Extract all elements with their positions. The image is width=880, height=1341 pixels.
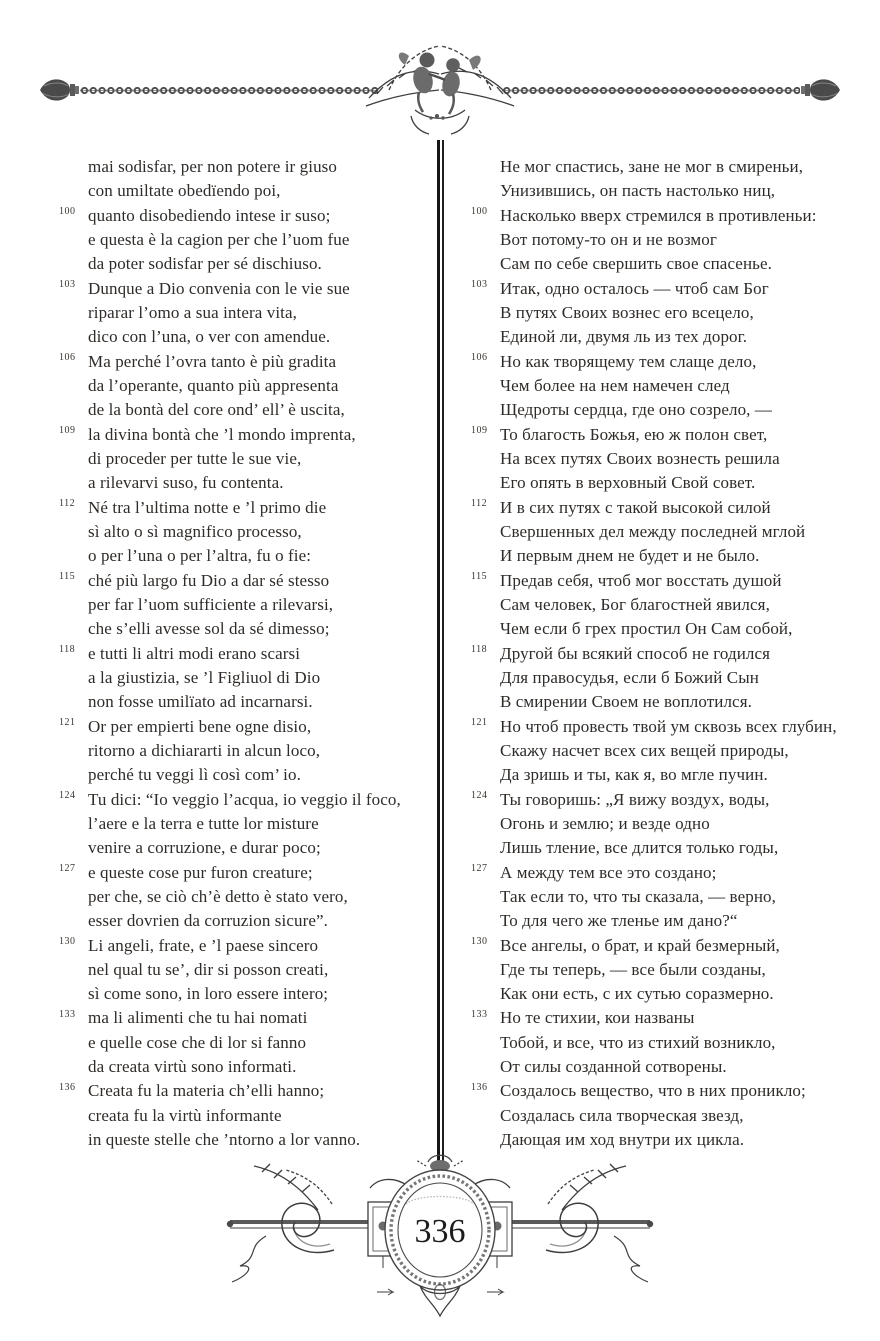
verse-line-text: ché più largo fu Dio a dar sé stesso xyxy=(88,570,330,590)
verse-line-text: Не мог спастись, зане не мог в смиреньи, xyxy=(500,157,804,176)
verse-line xyxy=(88,471,436,495)
verse-line-text: dico con l’una, o ver con amendue. xyxy=(88,327,331,347)
verse-line-number: 103 xyxy=(471,279,488,291)
verse-line xyxy=(88,1031,436,1055)
verse-line xyxy=(500,1031,870,1055)
verse-line xyxy=(500,471,870,495)
verse-column-italian xyxy=(59,155,436,1152)
acorn-finial-left-icon xyxy=(38,76,80,104)
verse-column-russian xyxy=(471,155,870,1152)
verse-line xyxy=(471,496,870,520)
verse-line xyxy=(88,982,436,1006)
putti-ornament-icon xyxy=(363,34,517,156)
verse-line-text: mai sodisfar, per non potere ir giuso xyxy=(88,157,337,176)
verse-line xyxy=(59,715,436,739)
verse-line-text: На всех путях Своих вознесть решила xyxy=(500,448,780,468)
verse-line xyxy=(88,1055,436,1079)
verse-line-number: 130 xyxy=(471,936,488,947)
verse-line xyxy=(500,909,870,933)
verse-line xyxy=(471,204,870,228)
verse-line-text: Все ангелы, о брат, и край безмерный, xyxy=(500,935,780,955)
verse-line xyxy=(500,520,870,544)
verse-line xyxy=(88,739,436,763)
verse-line-text: esser dovrien da corruzion sicure”. xyxy=(88,911,328,931)
verse-line-text: di proceder per tutte le sue vie, xyxy=(88,448,302,468)
verse-line-text: И первым днем не будет и не было. xyxy=(500,546,760,566)
verse-line-text: Лишь тление, все длится только годы, xyxy=(500,838,779,858)
verse-line xyxy=(471,1079,870,1103)
verse-line-number: 127 xyxy=(471,863,488,875)
verse-line xyxy=(471,1006,870,1030)
verse-line-number: 127 xyxy=(59,863,76,875)
verse-line-text: Сам человек, Бог благостней явился, xyxy=(500,594,770,614)
verse-line-number: 115 xyxy=(59,571,76,583)
verse-line xyxy=(500,252,870,276)
verse-line-number: 133 xyxy=(471,1008,488,1020)
verse-line xyxy=(88,228,436,252)
verse-line xyxy=(500,228,870,252)
verse-line-text: Скажу насчет всех сих вещей природы, xyxy=(500,740,789,760)
verse-line-number: 124 xyxy=(471,790,488,802)
verse-line xyxy=(88,836,436,860)
verse-line-text: de la bontà del core ond’ ell’ è uscita, xyxy=(88,400,345,420)
verse-line-text: Его опять в верховный Свой совет. xyxy=(500,473,756,493)
verse-line-text: А между тем все это создано; xyxy=(500,862,717,882)
verse-line-text: e quelle cose che di lor si fanno xyxy=(88,1032,307,1052)
verse-line xyxy=(88,252,436,276)
verse-line-text: Ma perché l’ovra tanto è più gradita xyxy=(88,351,337,371)
verse-line xyxy=(59,423,436,447)
verse-line-text: e questa è la cagion per che l’uom fue xyxy=(88,229,350,249)
verse-line xyxy=(88,325,436,349)
verse-line xyxy=(59,788,436,812)
verse-line xyxy=(88,666,436,690)
verse-line xyxy=(500,398,870,422)
verse-line-text: В путях Своих вознес его всецело, xyxy=(500,302,754,322)
verse-line-text: Для правосудья, если б Божий Сын xyxy=(500,667,759,687)
verse-line xyxy=(88,690,436,714)
verse-line xyxy=(500,447,870,471)
verse-line xyxy=(88,909,436,933)
acorn-finial-right-icon xyxy=(800,76,842,104)
verse-line xyxy=(88,179,436,203)
verse-line xyxy=(88,447,436,471)
verse-line xyxy=(59,1006,436,1030)
verse-line xyxy=(88,544,436,568)
verse-line xyxy=(500,179,870,203)
verse-line-text: Свершенных дел между последней мглой xyxy=(500,521,806,541)
verse-line-number: 133 xyxy=(59,1008,76,1020)
verse-line xyxy=(471,350,870,374)
verse-line-text: Огонь и землю; и везде одно xyxy=(500,813,710,833)
verse-line xyxy=(59,934,436,958)
verse-line-text: Tu dici: “Io veggio l’acqua, io veggio il foco, xyxy=(88,789,401,809)
verse-line-text: e queste cose pur furon creature; xyxy=(88,862,313,882)
verse-line-text: a rilevarvi suso, fu contenta. xyxy=(88,473,284,493)
verse-line-number: 136 xyxy=(471,1081,488,1093)
verse-line-text: Так если то, что ты сказала, — верно, xyxy=(500,886,776,906)
verse-line xyxy=(59,861,436,885)
verse-line-text: non fosse umilïato ad incarnarsi. xyxy=(88,692,313,712)
verse-line-text: e tutti li altri modi erano scarsi xyxy=(88,643,301,663)
verse-line-text: То для чего же тленье им дано?“ xyxy=(500,911,738,931)
verse-line-text: Единой ли, двумя ль из тех дорог. xyxy=(500,327,748,347)
verse-line xyxy=(88,155,436,179)
footer-cartouche-icon xyxy=(222,1150,658,1322)
verse-line-text: Создалась сила творческая звезд, xyxy=(500,1105,744,1125)
verse-line-text: Creata fu la materia ch’elli hanno; xyxy=(88,1081,325,1101)
verse-line-text: nel qual tu se’, dir si posson creati, xyxy=(88,959,329,979)
verse-line xyxy=(500,1128,870,1152)
verse-line xyxy=(88,958,436,982)
verse-line xyxy=(88,520,436,544)
verse-line-text: То благость Божья, ею ж полон свет, xyxy=(500,424,768,444)
verse-line-number: 115 xyxy=(471,571,488,583)
verse-line-text: a la giustizia, se ’l Figliuol di Dio xyxy=(88,667,321,687)
verse-line-number: 112 xyxy=(59,498,76,510)
verse-line-text: Другой бы всякий способ не годился xyxy=(500,643,771,663)
verse-line xyxy=(88,398,436,422)
verse-line-number: 100 xyxy=(59,206,76,218)
verse-line xyxy=(500,544,870,568)
verse-line-text: riparar l’omo a sua intera vita, xyxy=(88,302,298,322)
verse-line-text: Предав себя, чтоб мог восстать душой xyxy=(500,570,782,590)
verse-line-text: ma li alimenti che tu hai nomati xyxy=(88,1008,308,1028)
verse-line xyxy=(88,763,436,787)
verse-line xyxy=(59,350,436,374)
verse-line xyxy=(59,204,436,228)
verse-line-text: da creata virtù sono informati. xyxy=(88,1057,297,1077)
verse-line xyxy=(500,374,870,398)
verse-line-text: Дающая им ход внутри их цикла. xyxy=(500,1130,745,1150)
verse-line xyxy=(500,301,870,325)
verse-line-text: Щедроты сердца, где оно созрело, — xyxy=(500,400,772,420)
verse-line-text: Как они есть, с их сутью соразмерно. xyxy=(500,984,774,1004)
verse-line-number: 118 xyxy=(471,644,488,656)
verse-line xyxy=(471,934,870,958)
verse-line xyxy=(500,958,870,982)
verse-line-text: quanto disobediendo intese ir suso; xyxy=(88,205,331,225)
verse-line-number: 109 xyxy=(59,425,76,437)
verse-line-text: Вот потому-то он и не возмог xyxy=(500,229,717,249)
verse-line xyxy=(59,496,436,520)
verse-line-number: 109 xyxy=(471,425,488,437)
verse-line xyxy=(500,593,870,617)
verse-line-text: la divina bontà che ’l mondo imprenta, xyxy=(88,424,356,444)
verse-line-text: venire a corruzione, e durar poco; xyxy=(88,838,321,858)
verse-line xyxy=(500,763,870,787)
verse-line-text: Где ты теперь, — все были созданы, xyxy=(500,959,766,979)
verse-line-text: perché tu veggi lì così com’ io. xyxy=(88,765,301,785)
verse-line-number: 106 xyxy=(59,352,76,364)
verse-line xyxy=(471,277,870,301)
verse-line xyxy=(500,1055,870,1079)
verse-line-number: 106 xyxy=(471,352,488,364)
verse-line-text: Li angeli, frate, e ’l paese sincero xyxy=(88,935,319,955)
verse-line-text: Dunque a Dio convenia con le vie sue xyxy=(88,278,350,298)
verse-line xyxy=(88,1104,436,1128)
verse-line-text: И в сих путях с такой высокой силой xyxy=(500,497,771,517)
verse-line xyxy=(59,1079,436,1103)
verse-line-text: che s’elli avesse sol da sé dimesso; xyxy=(88,619,330,639)
verse-line xyxy=(88,617,436,641)
verse-line-number: 118 xyxy=(59,644,76,656)
verse-line-number: 121 xyxy=(59,717,76,729)
verse-line xyxy=(500,982,870,1006)
verse-line xyxy=(500,739,870,763)
verse-line-text: da l’operante, quanto più appresenta xyxy=(88,375,339,395)
verse-line-text: da poter sodisfar per sé dischiuso. xyxy=(88,254,322,274)
verse-line-text: Né tra l’ultima notte e ’l primo die xyxy=(88,497,327,517)
verse-line xyxy=(88,374,436,398)
verse-line-text: sì alto o sì magnifico processo, xyxy=(88,521,302,541)
verse-line-number: 130 xyxy=(59,936,76,947)
verse-line-text: Итак, одно осталось — чтоб сам Бог xyxy=(500,278,769,298)
verse-line xyxy=(59,569,436,593)
verse-line-number: 124 xyxy=(59,790,76,802)
verse-line-number: 103 xyxy=(59,279,76,291)
verse-line xyxy=(88,1128,436,1152)
verse-line-number: 121 xyxy=(471,717,488,729)
verse-line xyxy=(471,861,870,885)
verse-line xyxy=(500,885,870,909)
verse-line xyxy=(500,690,870,714)
verse-line-text: Or per empierti bene ogne disio, xyxy=(88,716,312,736)
verse-line xyxy=(471,423,870,447)
verse-line-text: В смирении Своем не воплотился. xyxy=(500,692,752,712)
verse-line-number: 100 xyxy=(471,206,488,218)
verse-line-text: per che, se ciò ch’è detto è stato vero, xyxy=(88,886,348,906)
verse-line xyxy=(500,155,870,179)
verse-line xyxy=(500,836,870,860)
verse-line xyxy=(88,301,436,325)
verse-line-text: Да зришь и ты, как я, во мгле пучин. xyxy=(500,765,768,785)
verse-line-text: in queste stelle che ’ntorno a lor vanno. xyxy=(88,1130,361,1150)
verse-line xyxy=(59,277,436,301)
verse-line-text: От силы созданной сотворены. xyxy=(500,1057,727,1077)
verse-line xyxy=(88,885,436,909)
page-number: 336 xyxy=(414,1213,466,1250)
verse-line xyxy=(471,569,870,593)
verse-line xyxy=(500,617,870,641)
verse-line-number: 112 xyxy=(471,498,488,510)
verse-line-text: ritorno a dichiararti in alcun loco, xyxy=(88,740,321,760)
verse-line xyxy=(59,642,436,666)
verse-line-text: Тобой, и все, что из стихий возникло, xyxy=(500,1032,776,1052)
verse-line-text: Но чтоб провесть твой ум сквозь всех глубин, xyxy=(500,716,837,736)
column-divider-rule xyxy=(437,140,444,1168)
verse-line-text: Чем более на нем намечен след xyxy=(500,375,730,395)
verse-line xyxy=(500,1104,870,1128)
verse-line xyxy=(500,812,870,836)
verse-line xyxy=(88,812,436,836)
verse-line xyxy=(500,666,870,690)
verse-line xyxy=(500,325,870,349)
verse-line xyxy=(471,642,870,666)
verse-line xyxy=(471,788,870,812)
verse-line-text: o per l’una o per l’altra, fu o fie: xyxy=(88,546,312,566)
verse-line xyxy=(88,593,436,617)
verse-line-text: per far l’uom sufficiente a rilevarsi, xyxy=(88,594,334,614)
verse-line-text: Сам по себе свершить свое спасенье. xyxy=(500,254,772,274)
verse-line-text: con umiltate obedïendo poi, xyxy=(88,181,281,201)
verse-line-text: l’aere e la terra e tutte lor misture xyxy=(88,813,319,833)
verse-line-text: sì come sono, in loro essere intero; xyxy=(88,984,329,1004)
verse-line-text: Чем если б грех простил Он Сам собой, xyxy=(500,619,793,639)
verse-line-text: Ты говоришь: „Я вижу воздух, воды, xyxy=(500,789,770,809)
verse-line-text: Создалось вещество, что в них проникло; xyxy=(500,1081,806,1101)
verse-line-text: Но те стихии, кои названы xyxy=(500,1008,695,1028)
verse-line xyxy=(471,715,870,739)
verse-line-text: Унизившись, он пасть настолько ниц, xyxy=(500,181,776,201)
verse-line-text: Насколько вверх стремился в противленьи: xyxy=(500,205,817,225)
verse-line-number: 136 xyxy=(59,1081,76,1093)
verse-line-text: Но как творящему тем слаще дело, xyxy=(500,351,757,371)
verse-line-text: creata fu la virtù informante xyxy=(88,1105,282,1125)
